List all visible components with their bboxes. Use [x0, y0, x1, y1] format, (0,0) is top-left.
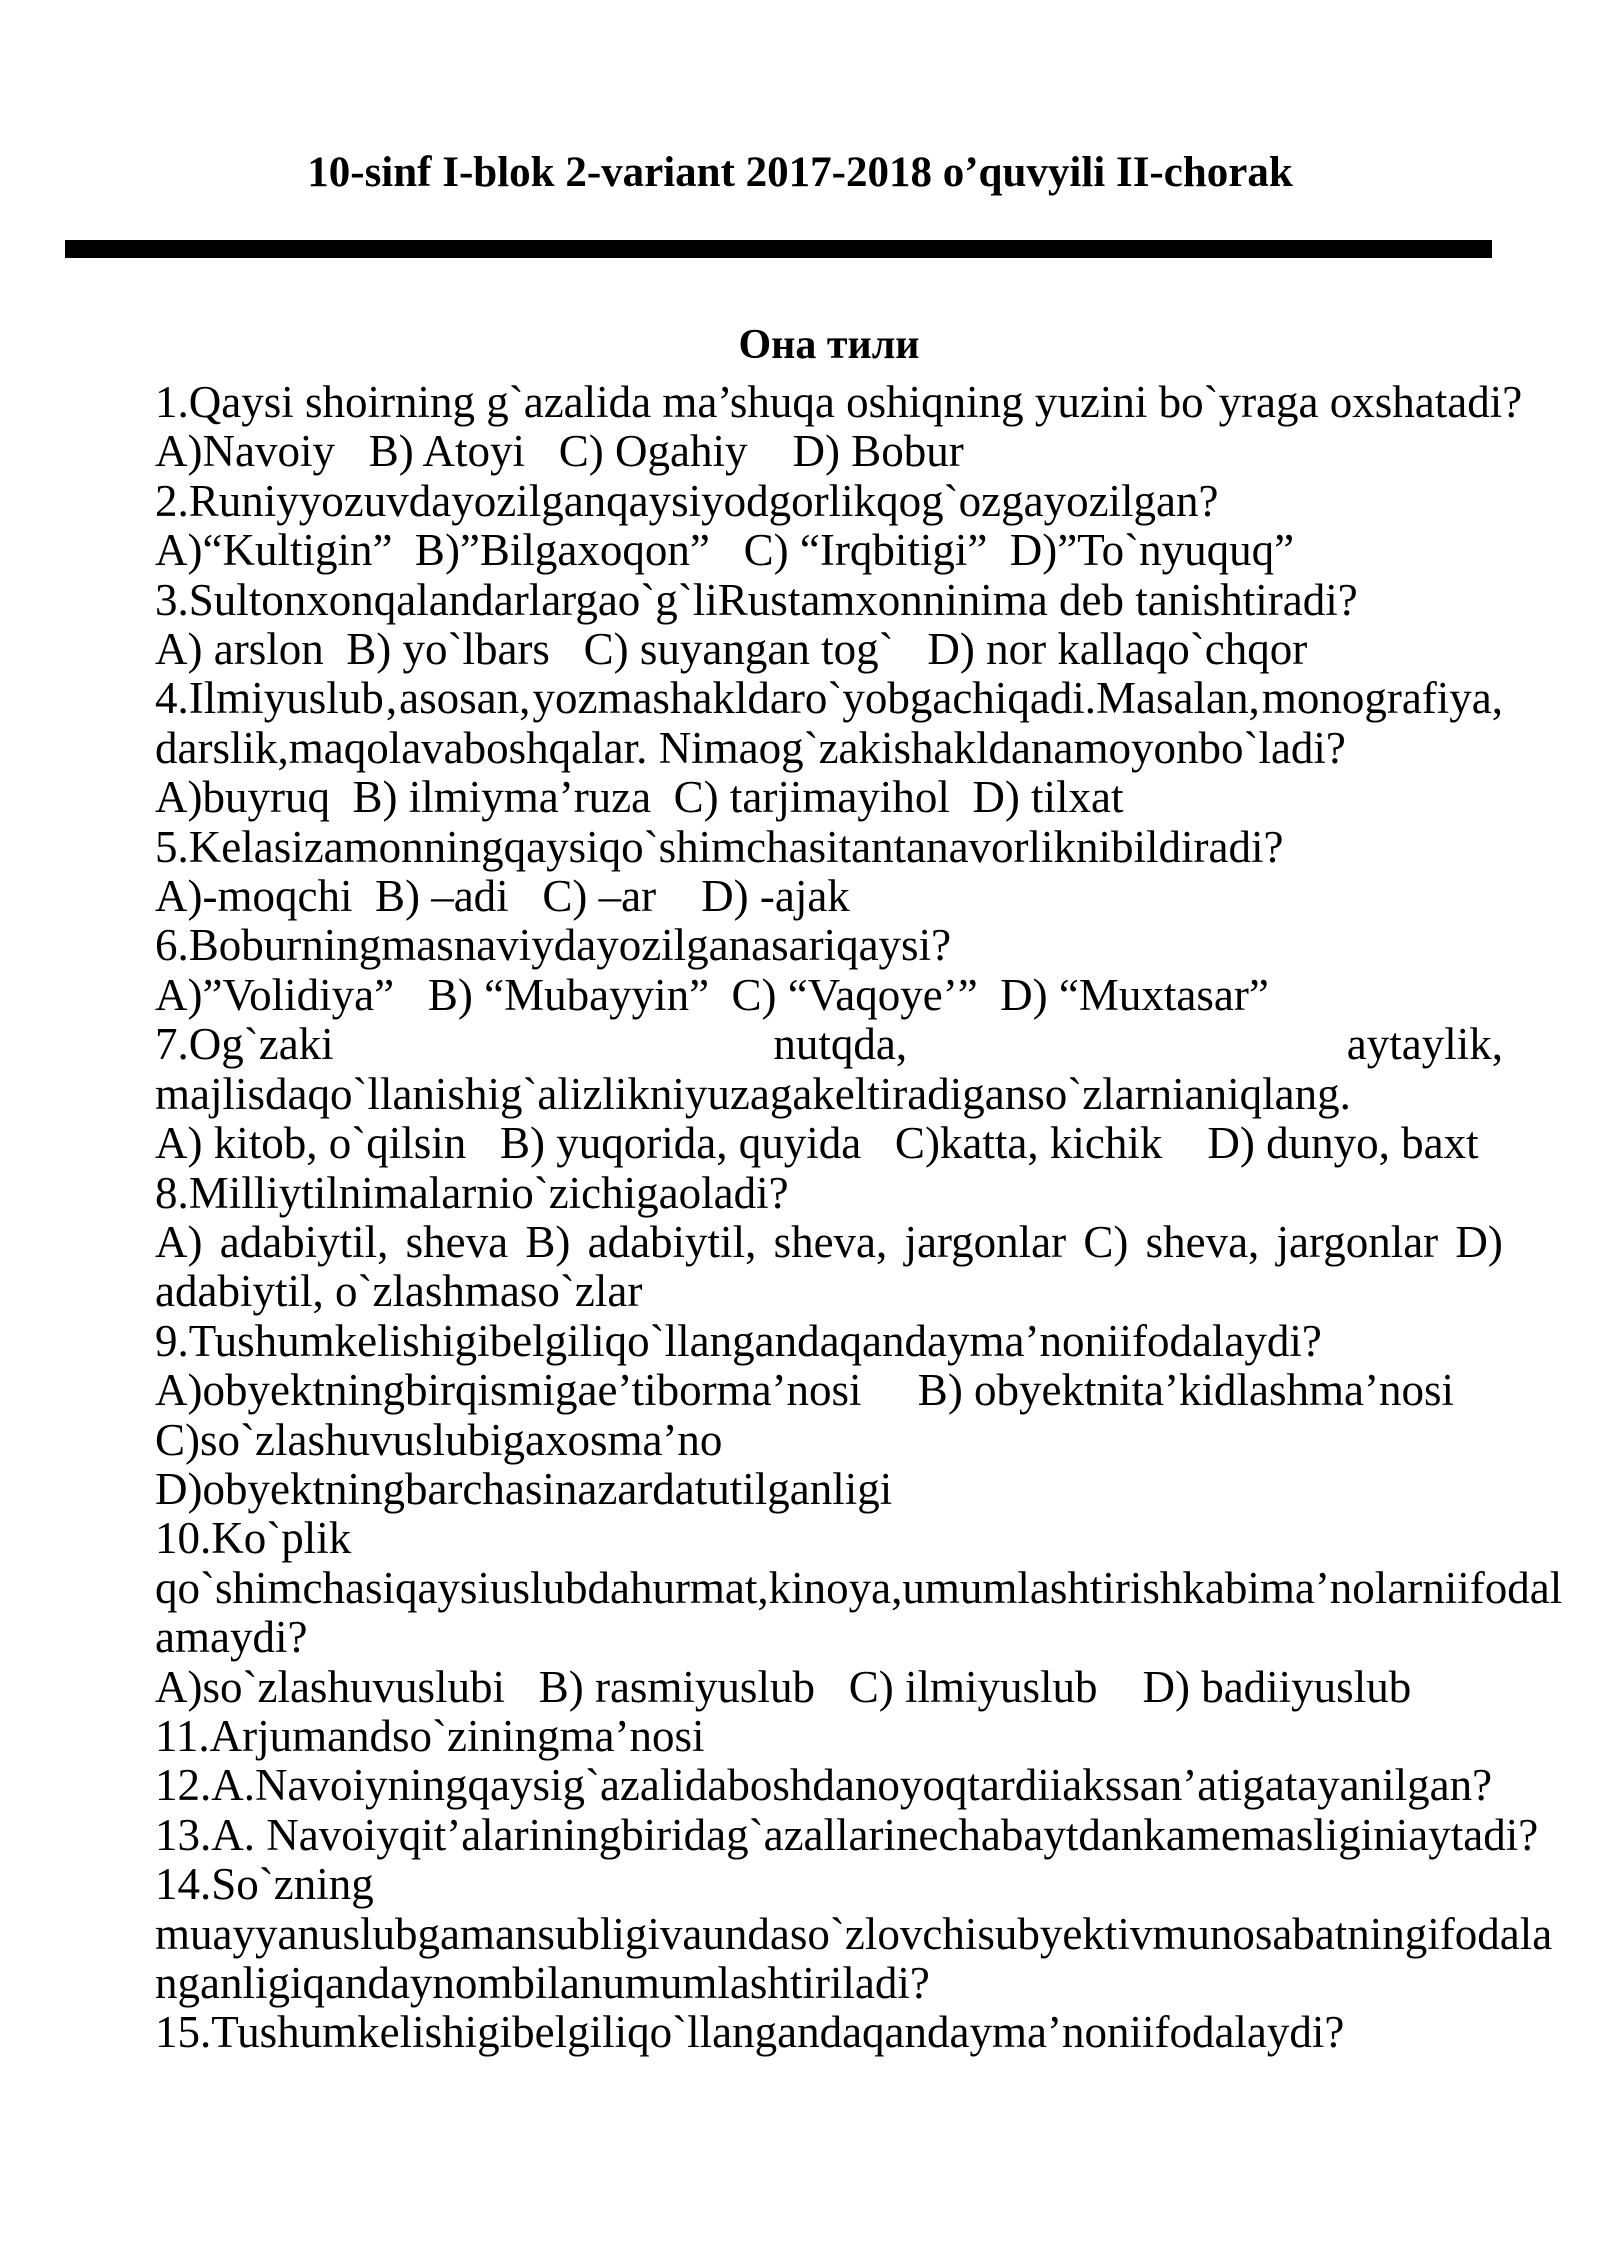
exam-line: A)”Volidiya” B) “Mubayyin” C) “Vaqoye’” D) “Muxtasar” — [155, 969, 1269, 1020]
exam-line: amaydi? — [155, 1612, 308, 1663]
exam-line: D)obyektningbarchasinazardatutilganligi — [155, 1463, 893, 1514]
exam-line — [155, 1218, 1503, 1267]
exam-line: darslik,maqolavaboshqalar. Nimaog`zakishakldanamoyonbo`ladi? — [155, 722, 1346, 773]
exam-line: 5.Kelasizamonningqaysiqo`shimchasitantanavorliknibildiradi? — [155, 821, 1284, 872]
subject-heading: Она тили — [738, 322, 920, 368]
exam-line-token: sheva, — [1145, 1216, 1260, 1267]
exam-line: 9.Tushumkelishigibelgiliqo`llangandaqandayma’noniifodalaydi? — [155, 1315, 1322, 1366]
exam-line: 8.Milliytilnimalarnio`zichigaoladi? — [155, 1167, 789, 1218]
exam-line: 3.Sultonxonqalandarlargao`g`liRustamxonninima deb tanishtiradi? — [155, 574, 1358, 625]
exam-line: 15.Tushumkelishigibelgiliqo`llangandaqandayma’noniifodalaydi? — [155, 2007, 1345, 2058]
exam-line-token: asosan, — [399, 673, 531, 724]
exam-line-token: , — [385, 673, 398, 724]
exam-line-token: A) — [155, 1216, 203, 1267]
exam-line: adabiytil, o`zlashmaso`zlar — [155, 1266, 643, 1317]
exam-line-token: sheva, — [773, 1216, 888, 1267]
exam-line-token: D) — [1455, 1216, 1503, 1267]
exam-line-token: 4.Ilmiyuslub — [155, 673, 384, 724]
exam-line — [155, 1020, 1503, 1069]
exam-line: 13.A. Navoiyqit’alariningbiridag`azallarinechabaytdankamemasliginiaytadi? — [155, 1809, 1539, 1860]
exam-line: A) kitob, o`qilsin B) yuqorida, quyida C)katta, kichik D) dunyo, baxt — [155, 1118, 1479, 1169]
exam-line: 12.A.Navoiyningqaysig`azalidaboshdanoyoqtardiiakssan’atigatayanilgan? — [155, 1760, 1493, 1811]
exam-line: 1.Qaysi shoirning g`azalida ma’shuqa oshiqning yuzini bo`yraga oxshatadi? — [155, 377, 1523, 427]
exam-line: qo`shimchasiqaysiuslubdahurmat,kinoya,umumlashtirishkabima’nolarniifodal — [155, 1562, 1563, 1613]
exam-line-token: B) — [525, 1216, 571, 1267]
exam-line: 10.Ko`plik — [155, 1513, 352, 1564]
exam-line-token: sheva — [405, 1216, 509, 1267]
exam-line: muayyanuslubgamansubligivaundaso`zlovchisubyektivmunosabatningifodala — [155, 1908, 1553, 1959]
exam-line-token: 7.Og`zaki — [155, 1019, 334, 1070]
exam-line — [155, 674, 1503, 723]
exam-line-token: monografiya, — [1261, 673, 1503, 724]
exam-line: nganligiqandaynombilanumumlashtiriladi? — [155, 1958, 930, 2008]
exam-line-token: yozmashakldaro`yobgachiqadi.Masalan, — [532, 673, 1260, 724]
exam-lines — [155, 377, 1563, 2058]
exam-line: 6.Boburningmasnaviydayozilganasariqaysi? — [155, 920, 952, 971]
exam-line-token: nutqda, — [773, 1019, 908, 1070]
exam-line: A)Navoiy B) Atoyi C) Ogahiy D) Bobur — [155, 426, 964, 477]
exam-line: 14.So`zning — [155, 1859, 374, 1910]
exam-line: A)obyektningbirqismigae’tiborma’nosi B) obyektnita’kidlashma’nosi — [155, 1365, 1454, 1416]
exam-line: 2.Runiyyozuvdayozilganqaysiyodgorlikqog`ozgayozilgan? — [155, 475, 1219, 526]
exam-line-token: adabiytil, — [219, 1216, 389, 1267]
exam-line: A)“Kultigin” B)”Bilgaxoqon” C) “Irqbitigi” D)”To`nyuquq” — [155, 525, 1295, 576]
document-title: 10-sinf I-blok 2-variant 2017-2018 o’quvyili II-chorak — [307, 149, 1293, 196]
exam-line: majlisdaqo`llanishig`alizlikniyuzagakeltiradiganso`zlarnianiqlang. — [155, 1068, 1351, 1119]
exam-line-token: aytaylik, — [1346, 1019, 1503, 1070]
exam-line-token: jargonlar — [1276, 1216, 1439, 1267]
exam-line-token: C) — [1083, 1216, 1129, 1267]
exam-line-token: jargonlar — [904, 1216, 1067, 1267]
exam-line: A)buyruq B) ilmiyma’ruza C) tarjimayihol D) tilxat — [155, 772, 1124, 823]
exam-line: A)-moqchi B) –adi C) –ar D) -ajak — [155, 871, 850, 922]
exam-line: A) arslon B) yo`lbars C) suyangan tog` D) nor kallaqo`chqor — [155, 624, 1308, 675]
exam-line: 11.Arjumandso`ziningma’nosi — [155, 1710, 705, 1761]
exam-line-token: adabiytil, — [587, 1216, 757, 1267]
exam-line: A)so`zlashuvuslubi B) rasmiyuslub C) ilmiyuslub D) badiiyuslub — [155, 1661, 1412, 1712]
exam-line: C)so`zlashuvuslubigaxosma’no — [155, 1414, 723, 1465]
divider-bar — [65, 240, 1492, 258]
